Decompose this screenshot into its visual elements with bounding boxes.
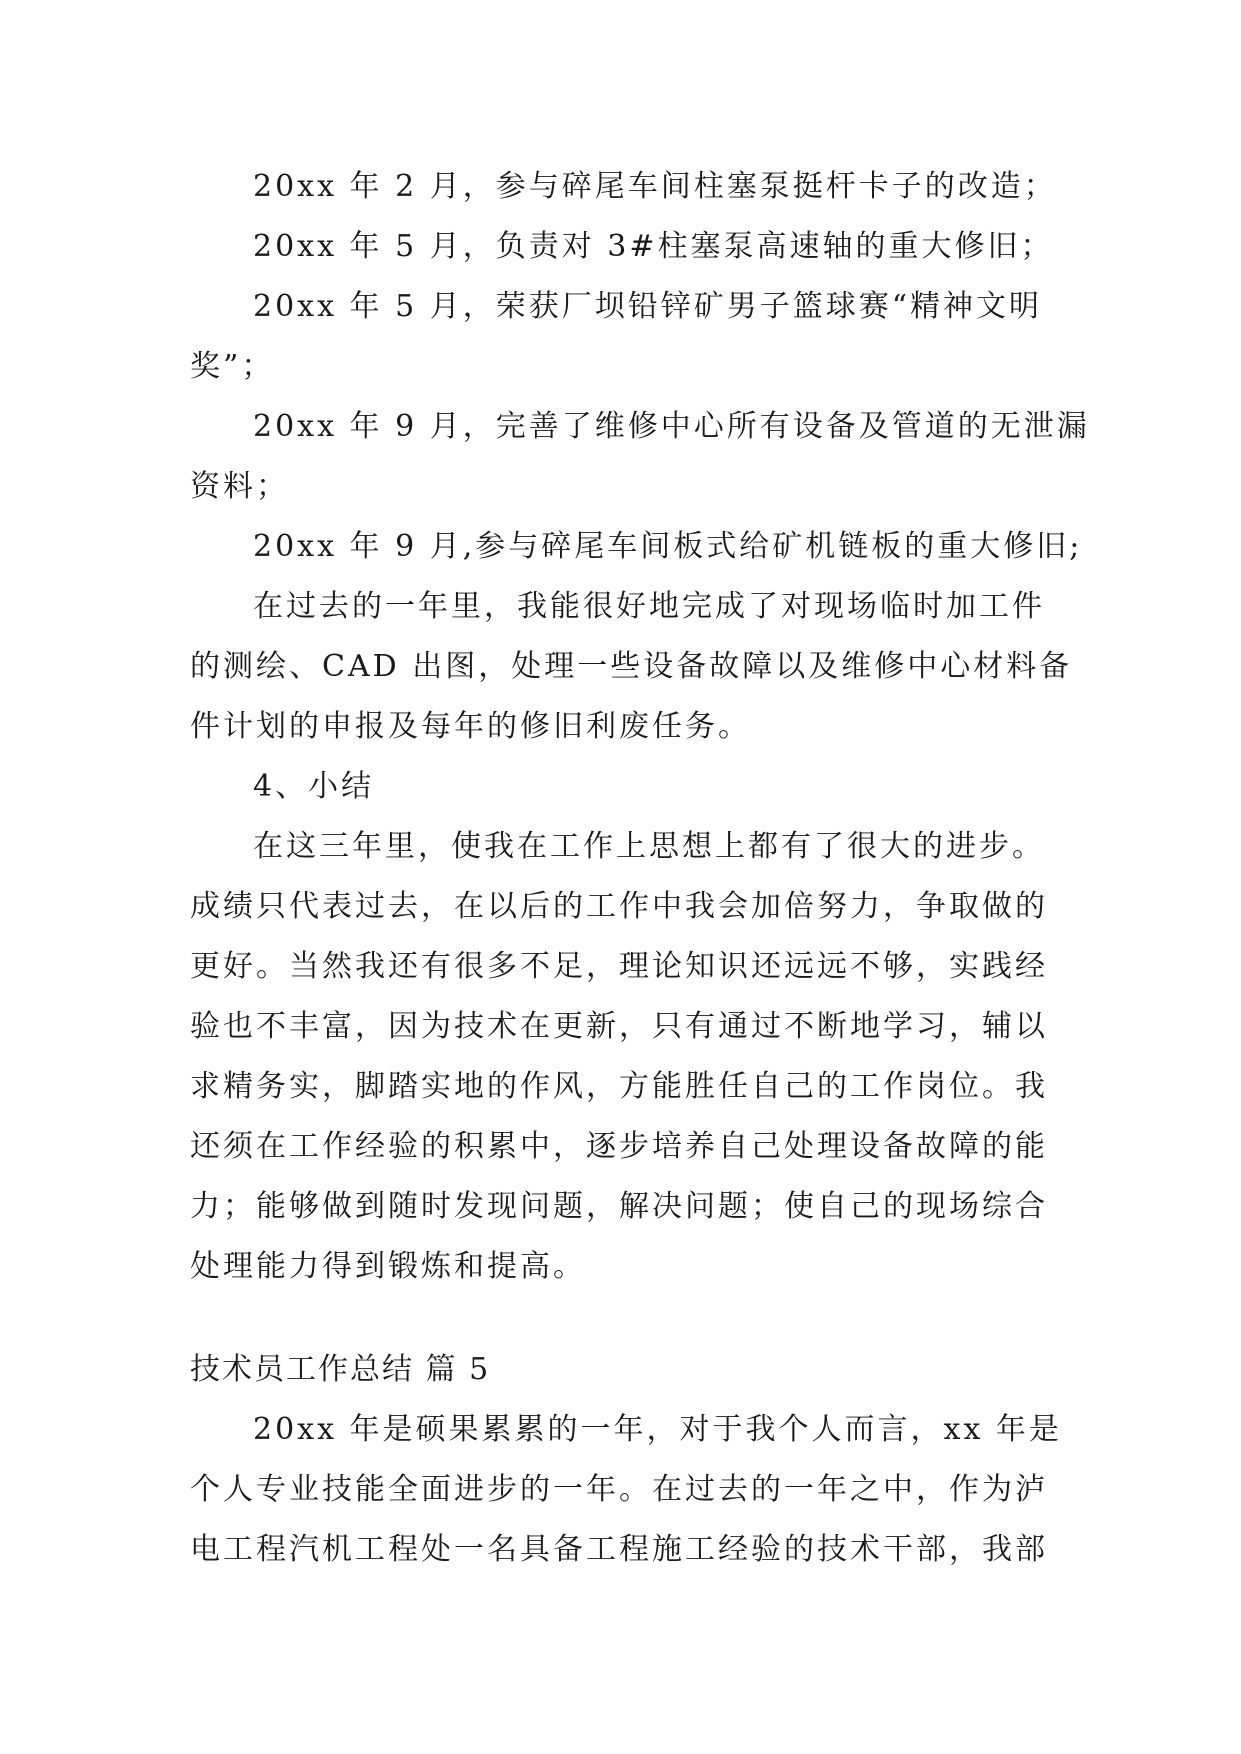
paragraph-line: 更好。当然我还有很多不足，理论知识还远远不够，实践经	[190, 949, 1048, 984]
paragraph-line: 20xx 年 9 月，完善了维修中心所有设备及管道的无泄漏	[253, 409, 1090, 444]
paragraph-line: 力；能够做到随时发现问题，解决问题；使自己的现场综合	[190, 1189, 1048, 1224]
paragraph-line: 在这三年里，使我在工作上思想上都有了很大的进步。	[253, 829, 1045, 864]
paragraph-line: 20xx 年 9 月,参与碎尾车间板式给矿机链板的重大修旧;	[253, 529, 1083, 564]
paragraph-line: 求精务实，脚踏实地的作风，方能胜任自己的工作岗位。我	[190, 1069, 1048, 1104]
paragraph-line: 奖”；	[190, 349, 275, 384]
paragraph-line: 验也不丰富，因为技术在更新，只有通过不断地学习，辅以	[190, 1009, 1048, 1044]
paragraph-line: 还须在工作经验的积累中，逐步培养自己处理设备故障的能	[190, 1129, 1048, 1164]
article-title: 技术员工作总结 篇 5	[190, 1352, 491, 1387]
paragraph-line: 资料；	[190, 469, 289, 504]
paragraph-line: 20xx 年 5 月，荣获厂坝铅锌矿男子篮球赛“精神文明	[253, 289, 1043, 324]
paragraph-line: 的测绘、CAD 出图，处理一些设备故障以及维修中心材料备	[190, 649, 1073, 684]
section-heading: 4、小结	[253, 769, 375, 804]
paragraph-line: 20xx 年是硕果累累的一年，对于我个人而言，xx 年是	[253, 1412, 1062, 1447]
paragraph-line: 在过去的一年里，我能很好地完成了对现场临时加工件	[253, 589, 1045, 624]
paragraph-line: 件计划的申报及每年的修旧利废任务。	[190, 709, 751, 744]
paragraph-line: 20xx 年 2 月，参与碎尾车间柱塞泵挺杆卡子的改造；	[253, 169, 1057, 204]
paragraph-line: 20xx 年 5 月，负责对 3#柱塞泵高速轴的重大修旧；	[253, 229, 1054, 264]
paragraph-line: 个人专业技能全面进步的一年。在过去的一年之中，作为泸	[190, 1472, 1048, 1507]
paragraph-line: 成绩只代表过去，在以后的工作中我会加倍努力，争取做的	[190, 889, 1048, 924]
paragraph-line: 电工程汽机工程处一名具备工程施工经验的技术干部，我部	[190, 1532, 1048, 1567]
paragraph-line: 处理能力得到锻炼和提高。	[190, 1249, 586, 1284]
